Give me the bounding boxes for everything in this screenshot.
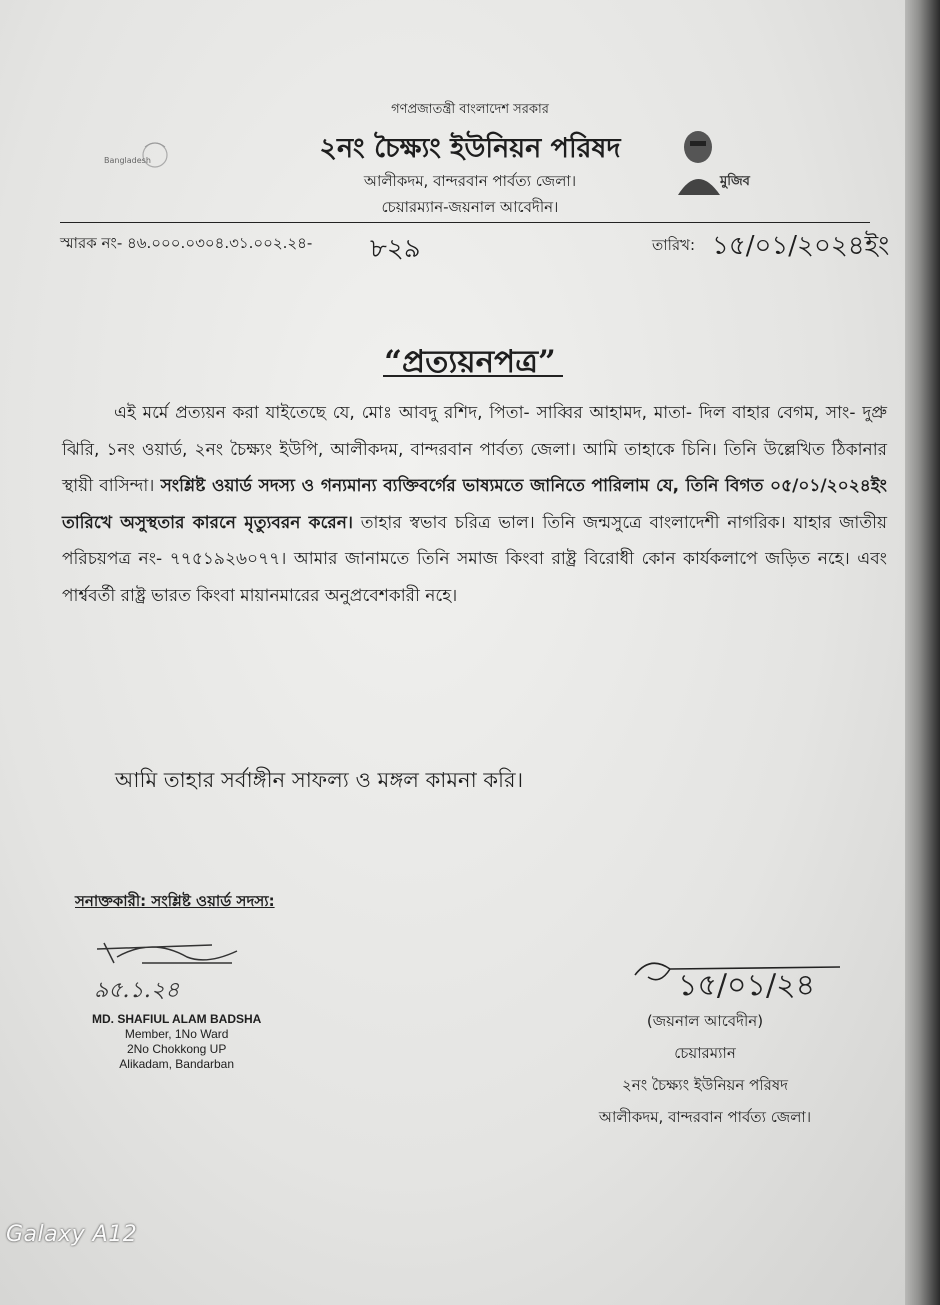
identifier-heading: সনাক্তকারী: সংশ্লিষ্ট ওয়ার্ড সদস্য:	[75, 892, 275, 910]
body-part-2: তাহার স্বভাব চরিত্র ভাল। তিনি জন্মসুত্রে বাংলাদেশী নাগরিক। যাহার জাতীয় পরিচয়পত্র নং- ৭৭৫১৯২৬০৭৭। আমার জানামতে তিনি সমাজ কিংবা রাষ্ট্র বিরোধী কোন কার্যকলাপে জড়িত নহে। এবং পার্শ্ববর্তী রাষ্ট্র ভারত কিংবা মায়ানমারের অনুপ্রবেশকারী নহে।	[62, 512, 887, 606]
date-label: তারিখ:	[652, 236, 696, 254]
page-edge	[905, 0, 940, 1305]
svg-text:৯৫.১.২৪: ৯৫.১.২৪	[94, 978, 180, 1003]
closing-wish: আমি তাহার সর্বাঙ্গীন সাফল্য ও মঙ্গল কামনা করি।	[115, 768, 524, 792]
memo-number: স্মারক নং- ৪৬.০০০.০৩০৪.৩১.০০২.২৪-	[60, 234, 313, 252]
chairman-organization: ২নং চৈক্ষ্যং ইউনিয়ন পরিষদ	[622, 1076, 788, 1094]
memo-handwritten: ৮২৯	[370, 234, 421, 264]
organization-name: ২নং চৈক্ষ্যং ইউনিয়ন পরিষদ	[319, 133, 621, 164]
title-underline	[383, 375, 563, 377]
date-handwritten: ১৫/০১/২০২৪ইং	[712, 231, 890, 261]
camera-watermark: Galaxy A12	[6, 1222, 138, 1247]
member-location: Alikadam, Bandarban	[119, 1057, 235, 1071]
certificate-body	[62, 395, 887, 614]
government-heading: গণপ্রজাতন্ত্রী বাংলাদেশ সরকার	[391, 102, 549, 117]
organization-address: আলীকদম, বান্দরবান পার্বত্য জেলা।	[363, 172, 577, 190]
body-bold-part: সংশ্লিষ্ট ওয়ার্ড সদস্য ও গন্যমান্য ব্যক্তিবর্গের ভাষ্যমতে জানিতে পারিলাম যে, তিনি বিগত ০৫/০১/২০২৪ইং তারিখে অসুস্থতার কারনে মৃত্যুবরন করেন।	[62, 476, 887, 533]
member-role: Member, 1No Ward	[124, 1027, 229, 1041]
member-signature	[92, 935, 252, 1005]
member-name: MD. SHAFIUL ALAM BADSHA	[92, 1012, 262, 1026]
svg-text:মুজিব: মুজিব	[720, 174, 750, 189]
logo-text: Bangladesh	[104, 156, 151, 165]
document-title: “প্রত্যয়নপত্র”	[384, 344, 556, 380]
chairman-title: চেয়ারম্যান	[674, 1044, 736, 1062]
chairman-name: (জয়নাল আবেদীন)	[646, 1012, 764, 1030]
member-union: 2No Chokkong UP	[126, 1042, 227, 1056]
body-part-1: এই মর্মে প্রত্যয়ন করা যাইতেছে যে, মোঃ আবদু রশিদ, পিতা- সাব্বির আহামদ, মাতা- দিল বাহার বেগম, সাং- দুপ্রু ঝিরি, ১নং ওয়ার্ড, ২নং চৈক্ষ্যং ইউপি, আলীকদম, বান্দরবান পার্বত্য জেলা। আমি তাহাকে চিনি। তিনি উল্লেখিত ঠিকানার স্থায়ী বাসিন্দা।	[62, 403, 887, 496]
header-divider	[60, 222, 870, 223]
svg-text:১৫/০১/২৪: ১৫/০১/২৪	[678, 968, 816, 1003]
chairman-address: আলীকদম, বান্দরবান পার্বত্য জেলা।	[598, 1108, 812, 1126]
chairman-heading: চেয়ারম্যান-জয়নাল আবেদীন।	[381, 198, 559, 216]
bangladesh-logo-icon	[100, 135, 200, 185]
chairman-stamp	[570, 1005, 840, 1133]
member-stamp	[92, 1012, 261, 1072]
